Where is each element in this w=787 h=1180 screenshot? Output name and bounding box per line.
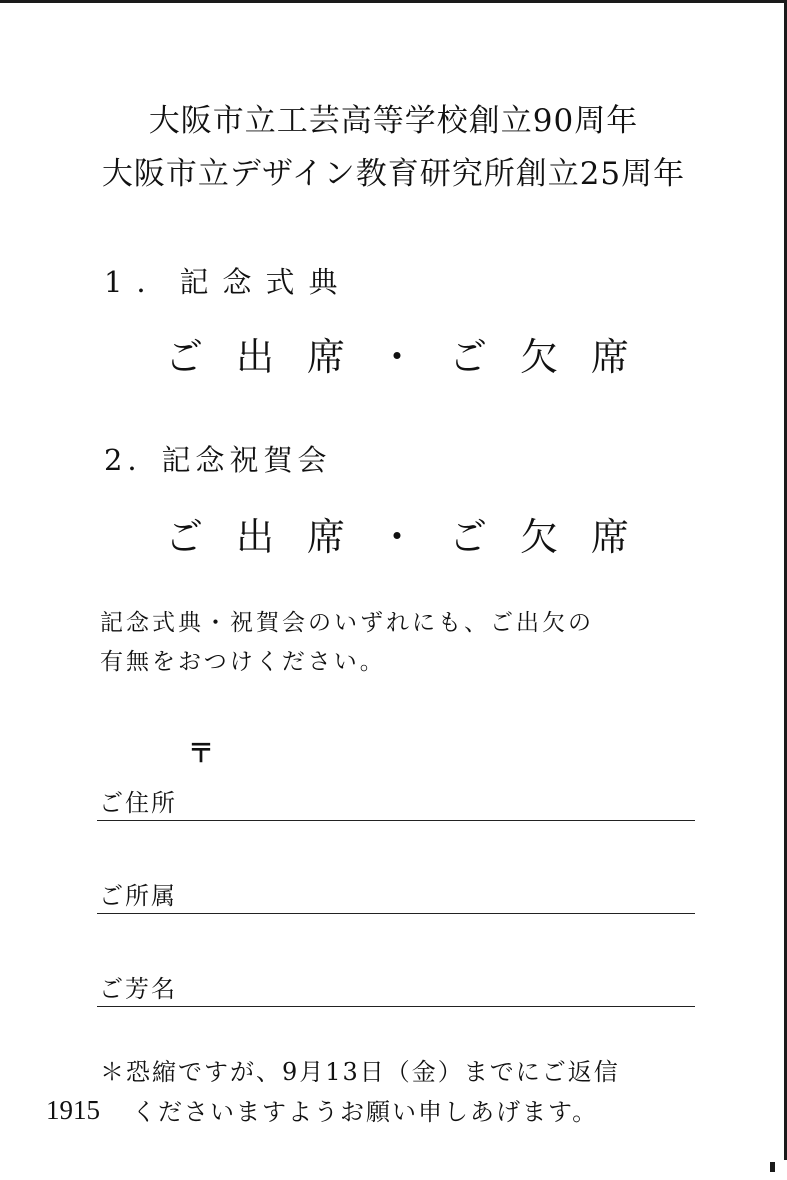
attendance-options-party[interactable]: ご出席・ご欠席 <box>165 515 663 559</box>
title-line-1: 大阪市立工芸高等学校創立90周年 <box>148 103 639 139</box>
postal-mark: 〒 <box>188 739 215 769</box>
document-code: 1915 <box>46 1095 100 1125</box>
address-label: ご住所 <box>99 789 177 817</box>
attendance-options-ceremony[interactable]: ご出席・ご欠席 <box>165 335 663 379</box>
note-line-2: 有無をおつけください。 <box>100 649 386 675</box>
affiliation-field[interactable] <box>97 879 695 914</box>
section-heading-ceremony: 1．記念式典 <box>104 265 352 299</box>
footnote-line-2: くださいますようお願い申しあげます。 <box>132 1098 599 1126</box>
section-heading-party: 2．記念祝賀会 <box>104 443 332 477</box>
title-line-2: 大阪市立デザイン教育研究所創立25周年 <box>101 156 686 192</box>
affiliation-label: ご所属 <box>99 882 177 910</box>
top-border <box>0 0 787 3</box>
note-line-1: 記念式典・祝賀会のいずれにも、ご出欠の <box>100 610 594 636</box>
corner-mark <box>770 1162 775 1172</box>
name-label: ご芳名 <box>99 975 177 1003</box>
address-field[interactable] <box>97 786 695 821</box>
footnote-line-1: ＊恐縮ですが、9月13日（金）までにご返信 <box>100 1058 620 1086</box>
name-field[interactable] <box>97 972 695 1007</box>
